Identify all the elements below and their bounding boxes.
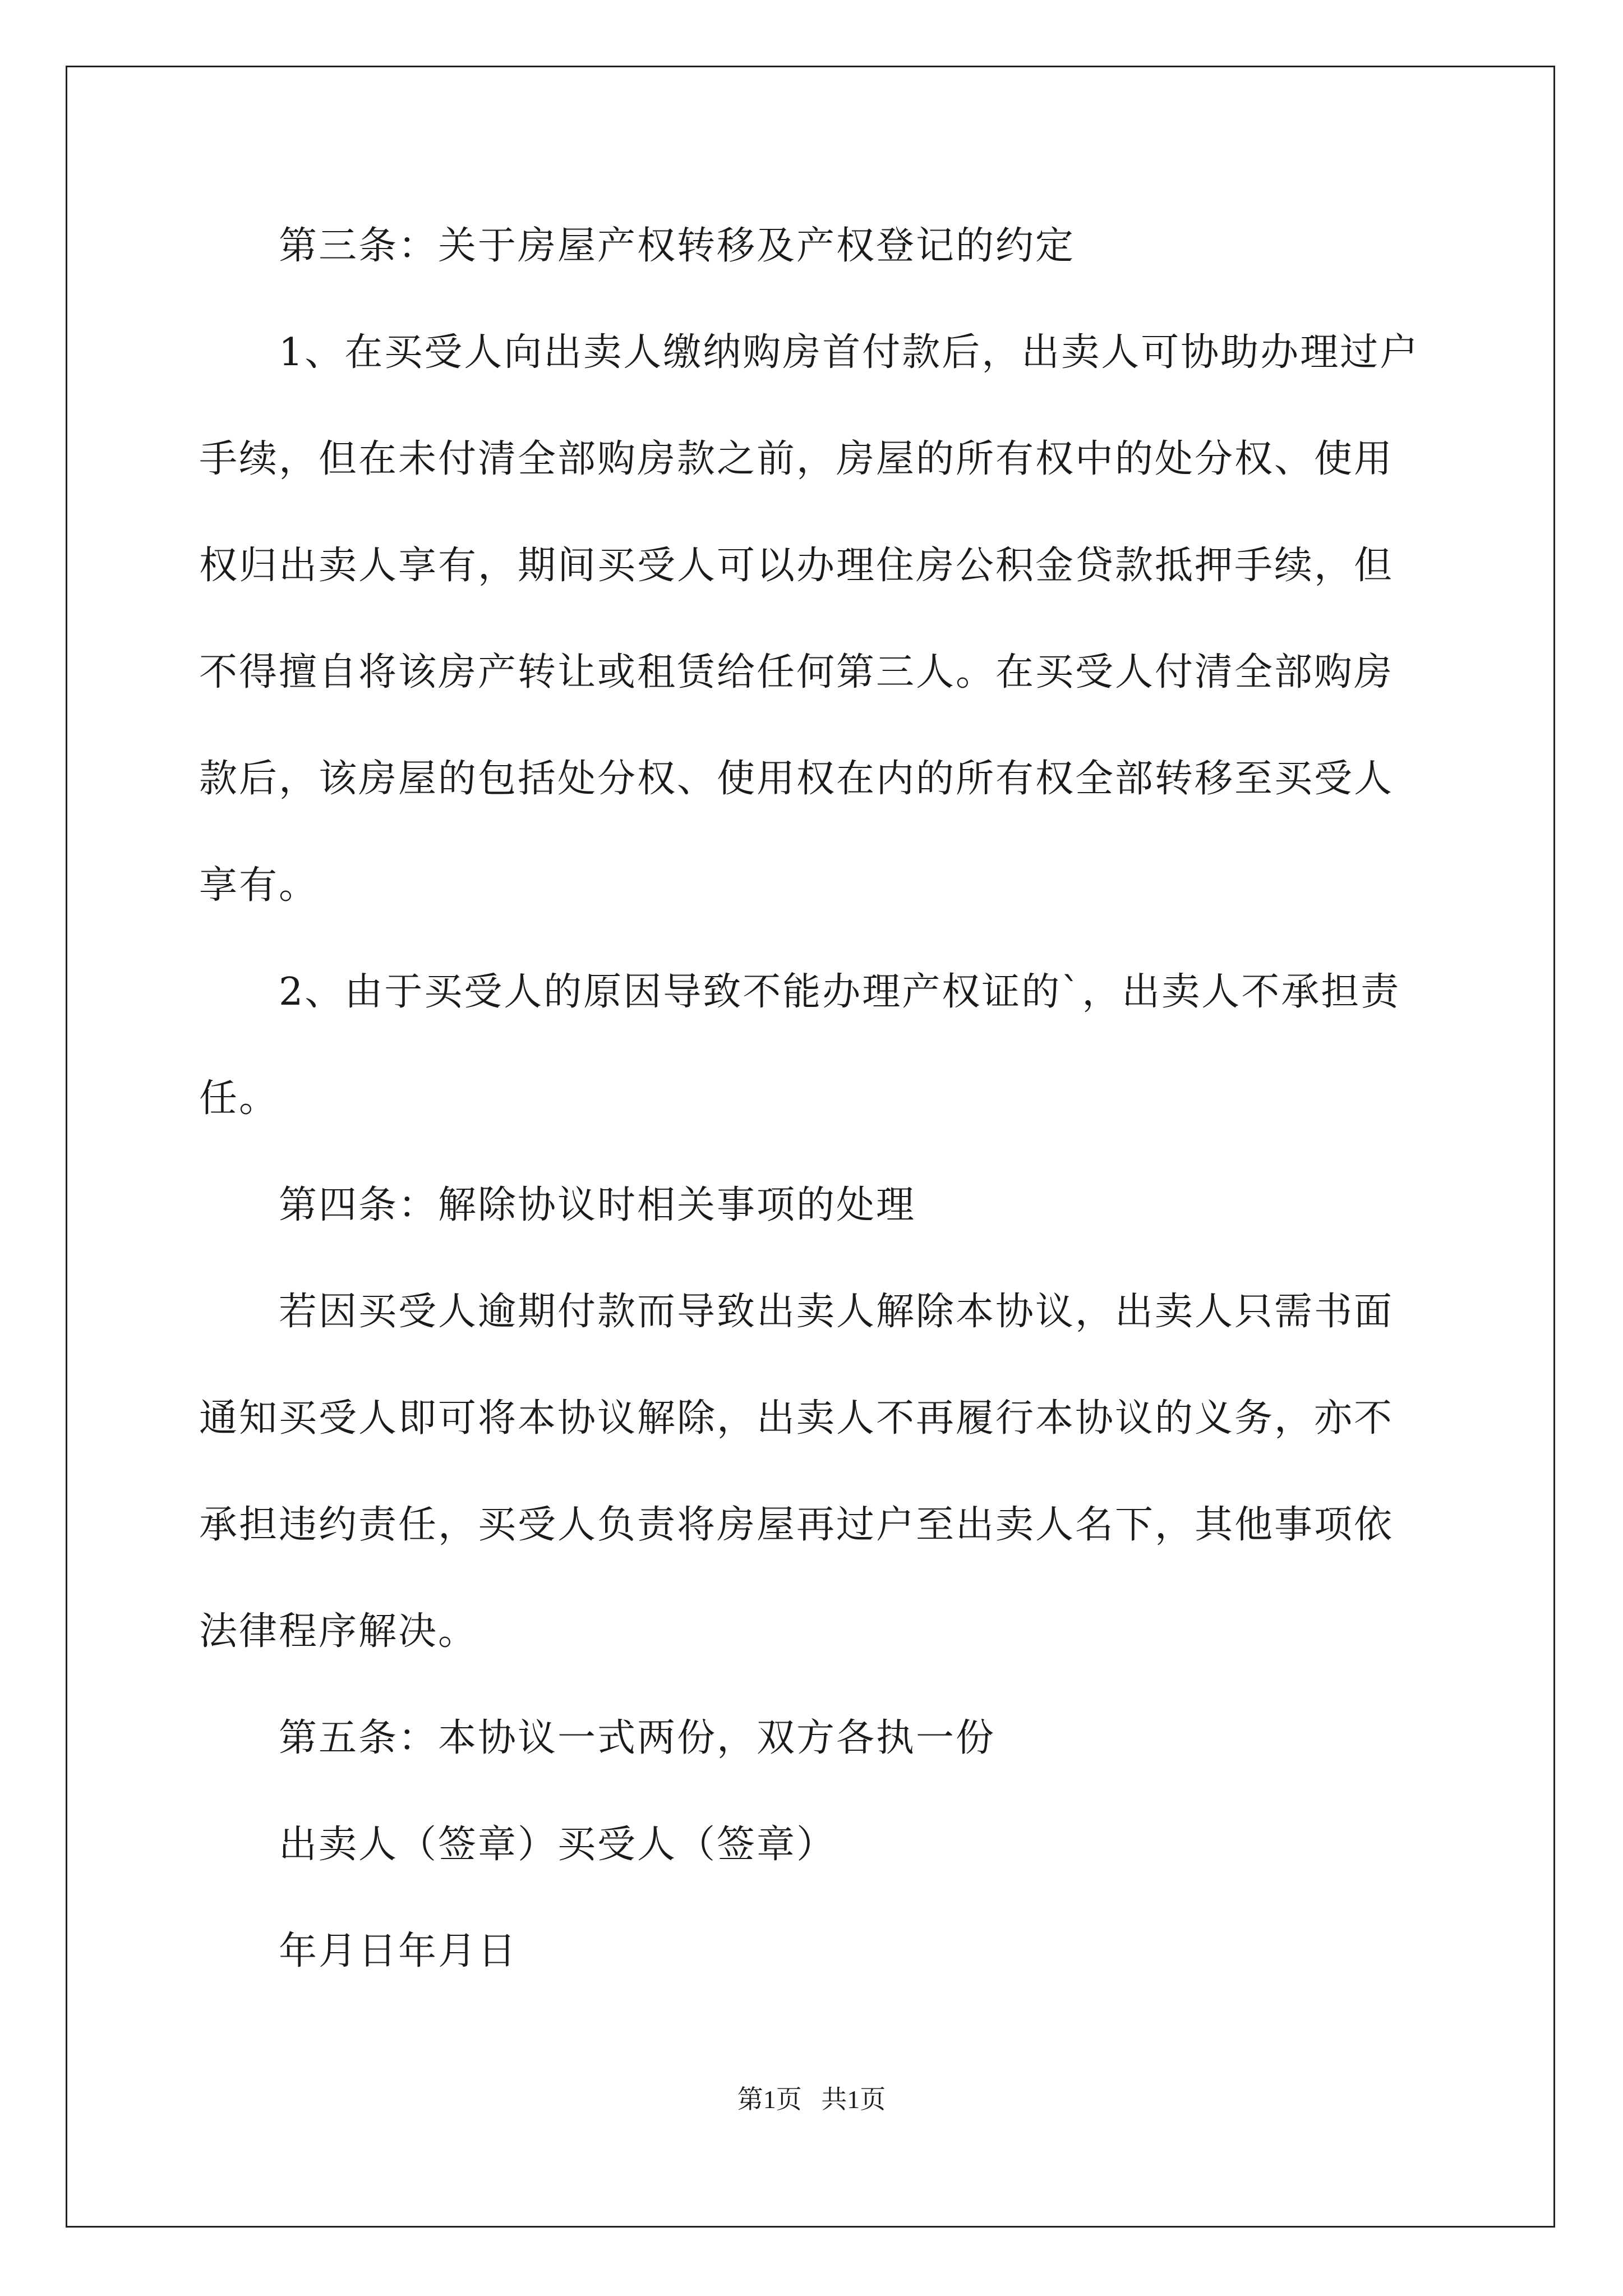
paragraph-line: 通知买受人即可将本协议解除，出卖人不再履行本协议的义务，亦不: [199, 1396, 1394, 1441]
page-border: [66, 66, 1555, 2228]
date-line: 年月日年月日: [279, 1929, 518, 1973]
paragraph-line: 1、在买受人向出卖人缴纳购房首付款后，出卖人可协助办理过户: [279, 330, 1420, 375]
paragraph-line: 若因买受人逾期付款而导致出卖人解除本协议，出卖人只需书面: [279, 1290, 1394, 1334]
article-5-heading: 第五条：本协议一式两份，双方各执一份: [279, 1716, 996, 1760]
page-number: 第1页 共1页: [737, 2085, 886, 2114]
article-3-heading: 第三条：关于房屋产权转移及产权登记的约定: [279, 224, 1076, 268]
paragraph-line: 权归出卖人享有，期间买受人可以办理住房公积金贷款抵押手续，但: [199, 544, 1394, 588]
paragraph-line: 任。: [199, 1076, 279, 1121]
paragraph-line: 享有。: [199, 863, 319, 908]
paragraph-line: 承担违约责任，买受人负责将房屋再过户至出卖人名下，其他事项依: [199, 1503, 1394, 1547]
signature-line: 出卖人（签章）买受人（签章）: [279, 1823, 837, 1867]
paragraph-line: 不得擅自将该房产转让或租赁给任何第三人。在买受人付清全部购房: [199, 650, 1394, 694]
paragraph-line: 手续，但在未付清全部购房款之前，房屋的所有权中的处分权、使用: [199, 437, 1394, 481]
paragraph-line: 法律程序解决。: [199, 1609, 478, 1654]
paragraph-line: 款后，该房屋的包括处分权、使用权在内的所有权全部转移至买受人: [199, 757, 1394, 801]
article-4-heading: 第四条：解除协议时相关事项的处理: [279, 1183, 916, 1227]
paragraph-line: 2、由于买受人的原因导致不能办理产权证的`，出卖人不承担责: [279, 970, 1401, 1014]
